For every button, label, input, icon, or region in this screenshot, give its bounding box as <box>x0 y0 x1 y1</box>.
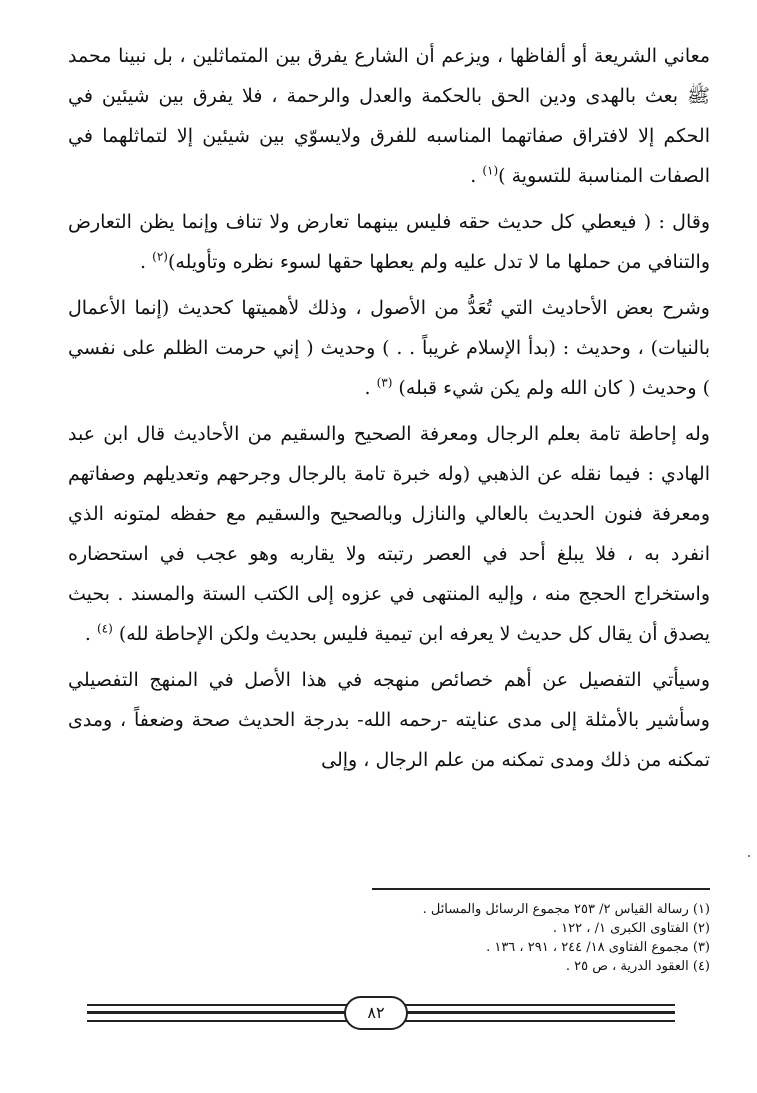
footnote-4: (٤) العقود الدرية ، ص ٢٥ . <box>565 959 710 974</box>
footnote-3: (٣) مجموع الفتاوى ١٨/ ٢٤٤ ، ٢٩١ ، ١٣٦ . <box>486 940 710 955</box>
paragraph-1-tail: . <box>470 165 483 187</box>
paragraph-2 <box>68 202 710 282</box>
footnote-ref-3: (٣) <box>376 375 393 390</box>
main-text <box>68 36 710 786</box>
page-number: ٨٢ <box>344 996 408 1030</box>
footnote-ref-2: (٢) <box>152 249 168 264</box>
paragraph-5 <box>68 660 710 780</box>
paragraph-4-text: وله إحاطة تامة بعلم الرجال ومعرفة الصحيح والسقيم من الأحاديث قال ابن عبد الهادي : فيما نقله عن الذهبي (وله خبرة تامة بالرجال وجرحهم وتعديلهم وصفاتهم ومعرفة فنون الحديث بالعالي والنازل وبالصحيح والسقيم مع حفظه لمتونه الذي انفرد به ، فلا يبلغ أحد في العصر رتبته ولا يقاربه وهو عجب في استحضاره واستخراج الحجج منه ، وإليه المنتهى في عزوه إلى الكتب الستة والمسند . بحيث يصدق أن يقال كل حديث لا يعرفه ابن تيمية فليس بحديث ولكن الإحاطة لله) <box>68 423 710 645</box>
paragraph-1-text: معاني الشريعة أو ألفاظها ، ويزعم أن الشارع يفرق بين المتماثلين ، بل نبينا محمد ﷺ بعث بالهدى ودين الحق بالحكمة والعدل والرحمة ، فلا يفرق بين شيئين في الحكم إلا لافتراق صفاتهما المناسبه للفرق ولايسوّي بين شيئين إلا لتماثلهما في الصفات المناسبة للتسوية ) <box>68 45 710 187</box>
paragraph-2-tail: . <box>140 251 153 273</box>
footnote-ref-4: (٤) <box>96 621 113 636</box>
paragraph-3 <box>68 288 710 408</box>
paragraph-4-tail: . <box>84 623 97 645</box>
paragraph-5-text: وسيأتي التفصيل عن أهم خصائص منهجه في هذا الأصل في المنهج التفصيلي وسأشير بالأمثلة إلى مدى عنايته -رحمه الله- بدرجة الحديث صحة وضعفاً ، ومدى تمكنه من ذلك ومدى تمكنه من علم الرجال ، وإلى <box>68 669 710 771</box>
paragraph-4 <box>68 414 710 654</box>
margin-dot <box>748 855 750 857</box>
paragraph-2-text: وقال : ( فيعطي كل حديث حقه فليس بينهما تعارض ولا تناف وإنما يظن التعارض والتنافي من حملها ما لا تدل عليه ولم يعطها حقها لسوء نظره وتأويله) <box>68 211 710 273</box>
footnote-1: (١) رسالة القياس ٢/ ٢٥٣ مجموع الرسائل والمسائل . <box>422 902 710 917</box>
paragraph-3-text: وشرح بعض الأحاديث التي تُعَدُّ من الأصول ، وذلك لأهميتها كحديث (إنما الأعمال بالنيات) ، وحديث : (بدأ الإسلام غريباً . . ) وحديث ( إني حرمت الظلم على نفسي ) وحديث ( كان الله ولم يكن شيء قبله) <box>68 297 710 399</box>
footnote-ref-1: (١) <box>482 163 499 178</box>
paragraph-3-tail: . <box>364 377 377 399</box>
footnote-separator <box>372 888 710 890</box>
footnote-2: (٢) الفتاوى الكبرى ١/ ، ١٢٢ . <box>552 921 710 936</box>
footnotes <box>290 900 710 976</box>
paragraph-1 <box>68 36 710 196</box>
